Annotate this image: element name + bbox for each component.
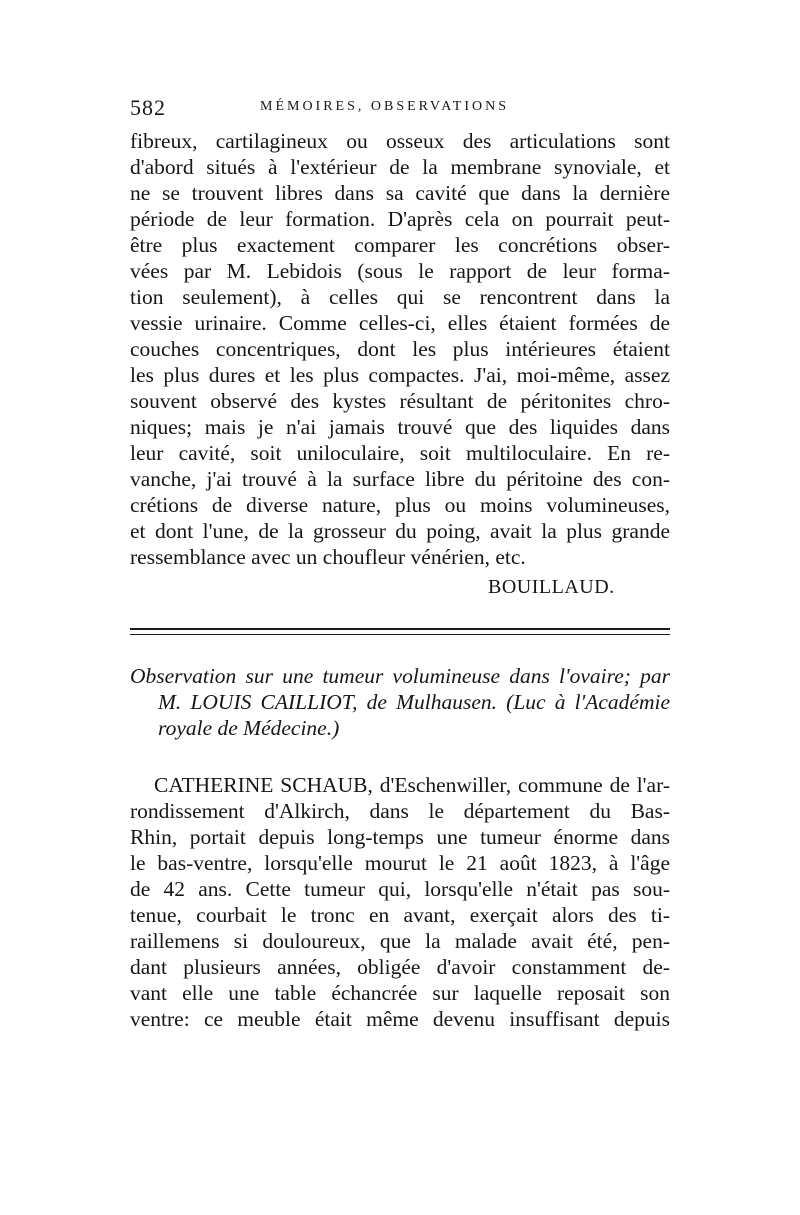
text-line: ressemblance avec un choufleur vénérien, etc. — [130, 545, 526, 569]
running-head: MÉMOIRES, OBSERVATIONS — [260, 99, 509, 114]
section-divider — [130, 634, 670, 635]
page-header — [130, 95, 670, 125]
text-line: tenue, courbait le tronc en avant, exerçait alors des ti- — [130, 903, 670, 927]
text-line: crétions de diverse nature, plus ou moins volumineuses, — [130, 493, 670, 517]
text-line: le bas-ventre, lorsqu'elle mourut le 21 août 1823, à l'âge — [130, 851, 670, 875]
text-line: couches concentriques, dont les plus intérieures étaient — [130, 337, 670, 361]
text-line: vant elle une table échancrée sur laquelle reposait son — [130, 981, 670, 1005]
text-line: tion seulement), à celles qui se rencontrent dans la — [130, 285, 670, 309]
text-line: raillemens si douloureux, que la malade avait été, pen- — [130, 929, 670, 953]
title-line: M. LOUIS CAILLIOT, de Mulhausen. (Luc à l'Académie — [158, 690, 670, 714]
text-line: d'abord situés à l'extérieur de la membrane synoviale, et — [130, 155, 670, 179]
text-line: ne se trouvent libres dans sa cavité que dans la dernière — [130, 181, 670, 205]
page-number: 582 — [130, 95, 166, 120]
text-line: de 42 ans. Cette tumeur qui, lorsqu'elle n'était pas sou- — [130, 877, 670, 901]
section-divider — [130, 628, 670, 630]
text-line: les plus dures et les plus compactes. J'ai, moi-même, assez — [130, 363, 670, 387]
title-line: Observation sur une tumeur volumineuse dans l'ovaire; par — [130, 664, 670, 688]
text-line: fibreux, cartilagineux ou osseux des articulations sont — [130, 129, 670, 153]
text-line: rondissement d'Alkirch, dans le département du Bas- — [130, 799, 670, 823]
text-line: Rhin, portait depuis long-temps une tumeur énorme dans — [130, 825, 670, 849]
text-line: vées par M. Lebidois (sous le rapport de leur forma- — [130, 259, 670, 283]
text-line: vanche, j'ai trouvé à la surface libre du péritoine des con- — [130, 467, 670, 491]
text-line: niques; mais je n'ai jamais trouvé que des liquides dans — [130, 415, 670, 439]
text-line: ventre: ce meuble était même devenu insuffisant depuis — [130, 1007, 670, 1031]
author-signature: BOUILLAUD. — [488, 576, 615, 598]
text-line: dant plusieurs années, obligée d'avoir constamment de- — [130, 955, 670, 979]
text-line: souvent observé des kystes résultant de péritonites chro- — [130, 389, 670, 413]
text-line: et dont l'une, de la grosseur du poing, avait la plus grande — [130, 519, 670, 543]
text-line: période de leur formation. D'après cela on pourrait peut- — [130, 207, 670, 231]
text-line: vessie urinaire. Comme celles-ci, elles étaient formées de — [130, 311, 670, 335]
text-line: CATHERINE SCHAUB, d'Eschenwiller, commune de l'ar- — [154, 773, 670, 797]
text-line: leur cavité, soit uniloculaire, soit multiloculaire. En re- — [130, 441, 670, 465]
text-line: être plus exactement comparer les concrétions obser- — [130, 233, 670, 257]
title-line: royale de Médecine.) — [158, 716, 340, 740]
